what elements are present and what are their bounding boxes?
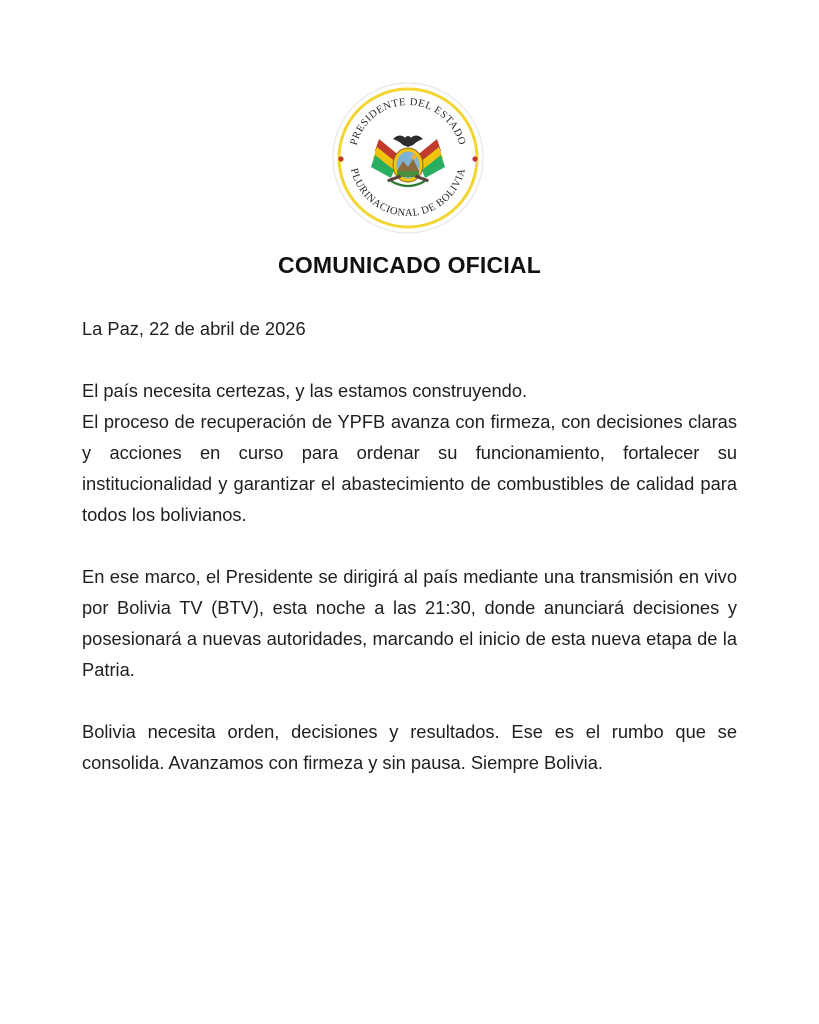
seal-text-top: PRESIDENTE DEL ESTADO: [348, 96, 468, 147]
communique-body: [82, 313, 737, 778]
paragraph-closing: Bolivia necesita orden, decisiones y resultados. Ese es el rumbo que se consolida. Avanzamos con firmeza y sin pausa. Siempre Bolivia.: [82, 721, 737, 773]
presidential-seal: [331, 81, 485, 235]
seal-right-dot: [472, 156, 477, 161]
date-line: La Paz, 22 de abril de 2026: [82, 318, 306, 339]
seal-text-bottom: PLURINACIONAL DE BOLIVIA: [348, 167, 468, 220]
paragraph-lead: El país necesita certezas, y las estamos construyendo.: [82, 380, 528, 401]
page-title: COMUNICADO OFICIAL: [278, 252, 541, 278]
paragraph-broadcast: En ese marco, el Presidente se dirigirá al país mediante una transmisión en vivo por Bolivia TV (BTV), esta noche a las 21:30, donde anunciará decisiones y posesionará a nuevas autoridades, marcando el inicio de esta nueva etapa de la Patria.: [82, 566, 737, 680]
paragraph-ypfb: El proceso de recuperación de YPFB avanza con firmeza, con decisiones claras y acciones en curso para ordenar su funcionamiento, fortalecer su institucionalidad y garantizar el abastecimiento de combustibles de calidad para todos los bolivianos.: [82, 411, 737, 525]
seal-graphic: [331, 81, 485, 235]
seal-left-dot: [338, 156, 343, 161]
